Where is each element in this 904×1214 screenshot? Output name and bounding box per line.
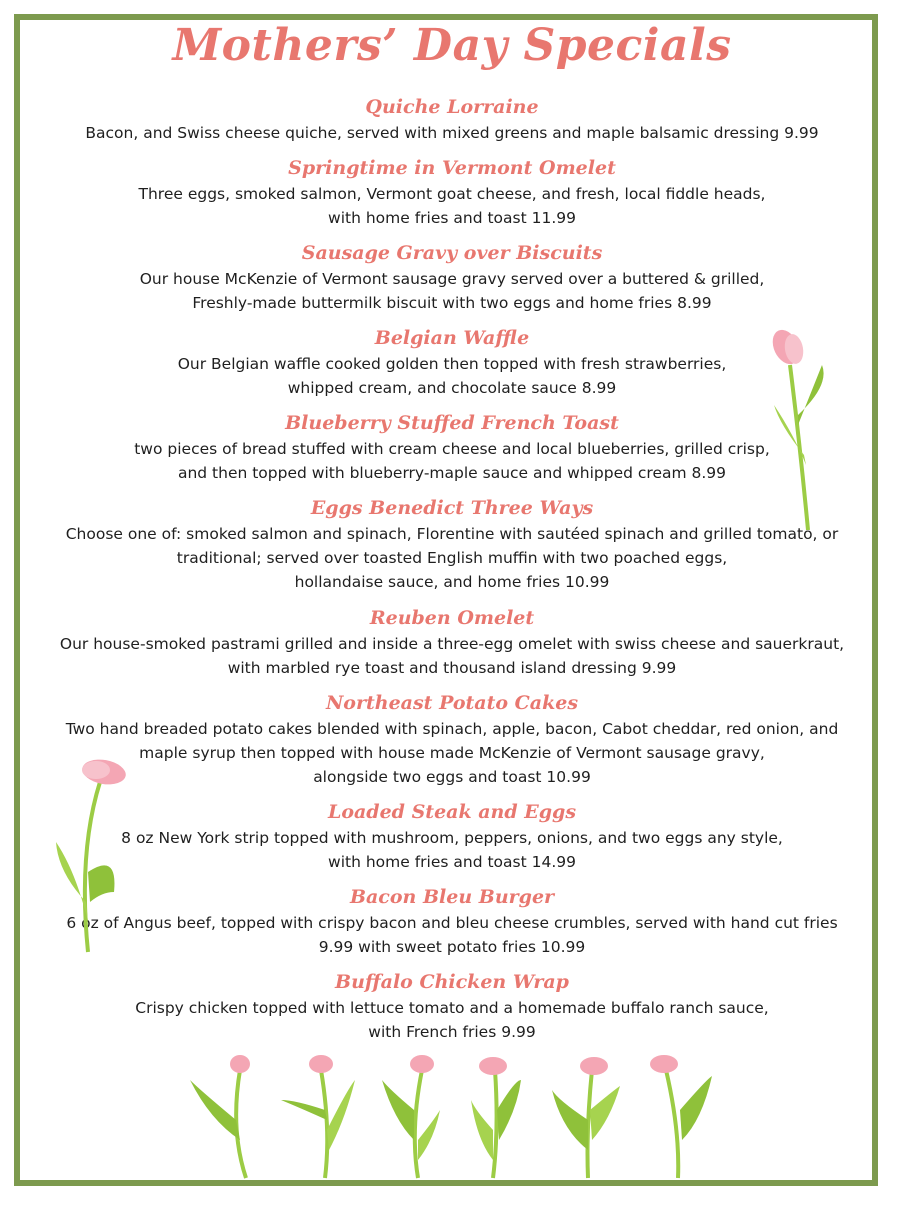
menu-item-name: Springtime in Vermont Omelet [288, 157, 616, 179]
menu-item-name: Northeast Potato Cakes [325, 692, 579, 714]
menu-item-description: two pieces of bread stuffed with cream cheese and local blueberries, grilled crisp, and then topped with blueberry-maple sauce and whipped cream 8.99 [134, 440, 770, 482]
menu-item-description: Crispy chicken topped with lettuce tomato and a homemade buffalo ranch sauce, with French fries 9.99 [135, 999, 769, 1041]
tulip-icon [370, 1050, 460, 1180]
menu-item [40, 689, 864, 789]
menu-item-name: Bacon Bleu Burger [349, 886, 555, 908]
menu-item-description: Bacon, and Swiss cheese quiche, served with mixed greens and maple balsamic dressing 9.99 [85, 124, 819, 142]
menu-item-description: 8 oz New York strip topped with mushroom, peppers, onions, and two eggs any style, with home fries and toast 14.99 [121, 829, 783, 871]
menu-item [40, 494, 864, 594]
menu-item-description: Our Belgian waffle cooked golden then topped with fresh strawberries, whipped cream, and chocolate sauce 8.99 [177, 355, 727, 397]
menu-item-name: Belgian Waffle [374, 327, 530, 349]
menu-item [40, 154, 864, 230]
menu-item-description: Three eggs, smoked salmon, Vermont goat cheese, and fresh, local fiddle heads, with home fries and toast 11.99 [138, 185, 766, 227]
menu-item [40, 968, 864, 1044]
menu-item-name: Buffalo Chicken Wrap [335, 971, 569, 993]
menu-item-description: Our house-smoked pastrami grilled and inside a three-egg omelet with swiss cheese and sauerkraut, with marbled rye toast and thousand island dressing 9.99 [59, 635, 845, 677]
menu-item-description: Two hand breaded potato cakes blended with spinach, apple, bacon, Cabot cheddar, red onion, and maple syrup then topped with house made McKenzie of Vermont sausage gravy, alongside two eggs and toast 10.99 [65, 720, 839, 786]
tulip-icon [548, 1050, 638, 1180]
menu-item [40, 883, 864, 959]
menu-title: Mothers’ Day Specials [172, 20, 732, 71]
menu-item-description: Our house McKenzie of Vermont sausage gravy served over a buttered & grilled, Freshly-made buttermilk biscuit with two eggs and home fries 8.99 [139, 270, 765, 312]
menu-item-name: Eggs Benedict Three Ways [310, 497, 594, 519]
menu-item [40, 93, 864, 145]
tulip-icon [275, 1050, 365, 1180]
menu-item-description: Choose one of: smoked salmon and spinach, Florentine with sautéed spinach and grilled tomato, or traditional; served over toasted English muffin with two poached eggs, hollandaise sauce, and home fries 10.99 [65, 525, 839, 591]
menu-item-description: 6 oz of Angus beef, topped with crispy bacon and bleu cheese crumbles, served with hand cut fries 9.99 with sweet potato fries 10.99 [66, 914, 838, 956]
menu-item-name: Quiche Lorraine [365, 96, 539, 118]
menu-item [40, 324, 864, 400]
menu-item [40, 409, 864, 485]
tulip-icon [760, 325, 830, 535]
tulip-icon [180, 1050, 270, 1180]
tulip-icon [48, 752, 128, 957]
menu-item-name: Blueberry Stuffed French Toast [285, 412, 619, 434]
menu-item [40, 604, 864, 680]
menu-item-name: Sausage Gravy over Biscuits [301, 242, 603, 264]
menu-item [40, 239, 864, 315]
tulip-icon [640, 1050, 730, 1180]
menu-item-name: Loaded Steak and Eggs [327, 801, 577, 823]
menu-item-name: Reuben Omelet [369, 607, 535, 629]
menu-item [40, 798, 864, 874]
tulip-icon [465, 1050, 555, 1180]
